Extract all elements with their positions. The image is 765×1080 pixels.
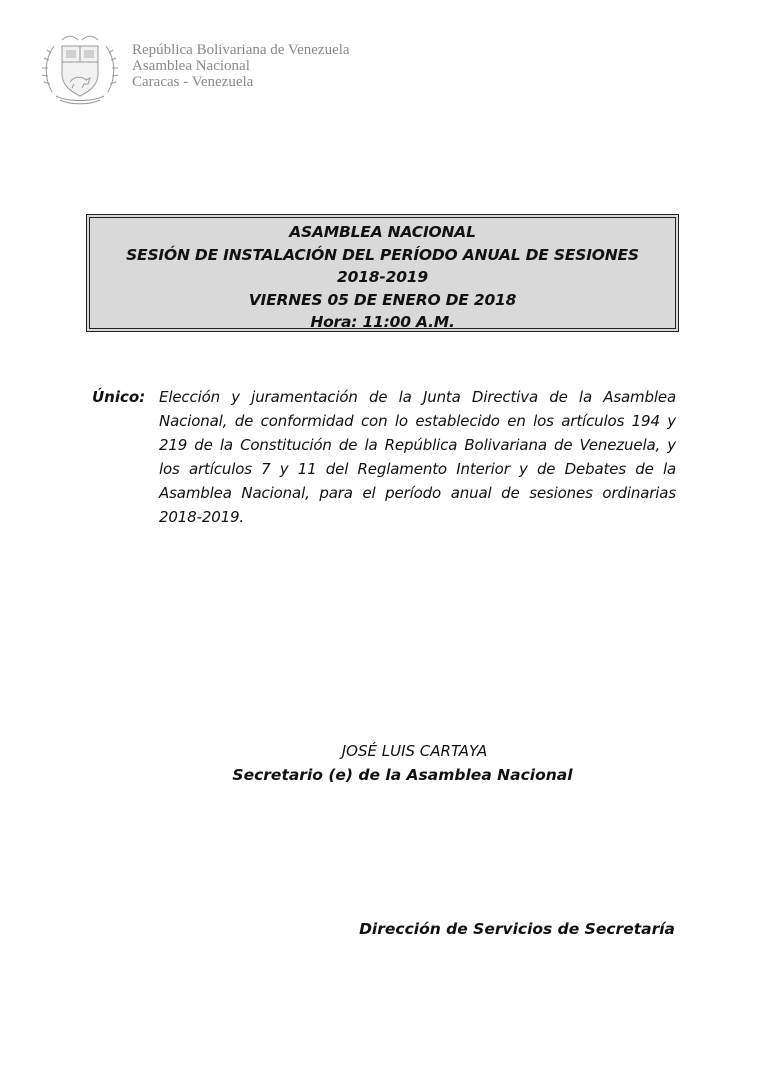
title-session: SESIÓN DE INSTALACIÓN DEL PERÍODO ANUAL DE SESIONES	[126, 245, 639, 264]
signatory-name: JOSÉ LUIS CARTAYA	[341, 742, 488, 760]
signatory-title: Secretario (e) de la Asamblea Nacional	[232, 766, 573, 784]
title-period: 2018-2019	[337, 268, 428, 286]
agenda-item-text: Elección y juramentación de la Junta Directiva de la Asamblea Nacional, de conformidad con lo establecido en los artículos 194 y 219 de la Constitución de la República Bolivariana de Venezuela, y los artículos 7 y 11 del Reglamento Interior y de Debates de la Asamblea Nacional, para el período anual de sesiones ordinarias 2018-2019.	[159, 388, 676, 526]
footer-department: Dirección de Servicios de Secretaría	[359, 920, 675, 938]
coat-of-arms-icon	[38, 28, 122, 106]
title-date: VIERNES 05 DE ENERO DE 2018	[248, 290, 517, 309]
agenda-item	[92, 385, 676, 529]
letterhead-line-city: Caracas - Venezuela	[132, 74, 254, 90]
session-title-inner	[89, 217, 676, 329]
agenda-item-label: Único:	[92, 388, 146, 406]
title-time: Hora: 11:00 A.M.	[310, 313, 455, 331]
letterhead-line-country: República Bolivariana de Venezuela	[132, 42, 350, 58]
letterhead	[132, 42, 350, 90]
title-institution: ASAMBLEA NACIONAL	[289, 223, 476, 241]
letterhead-line-institution: Asamblea Nacional	[132, 58, 250, 74]
session-title-box	[86, 214, 679, 332]
